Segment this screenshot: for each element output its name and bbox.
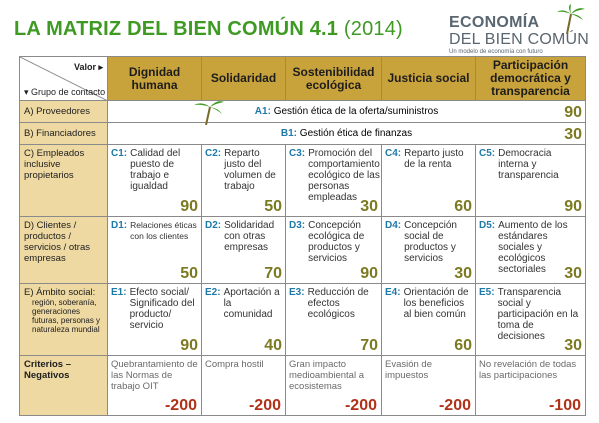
text-c2: Reparto justo del volumen de trabajo xyxy=(224,148,276,192)
corner-grupo xyxy=(24,87,105,97)
text-d2: Solidaridad con otras empresas xyxy=(224,220,275,253)
code-c5: C5: xyxy=(479,148,496,159)
text-e5: Transparencia social y participación en la toma de decisiones xyxy=(497,287,579,342)
code-d1: D1: xyxy=(111,220,128,231)
title-year: (2014) xyxy=(343,18,403,40)
points-neg3: -200 xyxy=(344,397,377,414)
col-header-2: Solidaridad xyxy=(202,57,286,101)
grupo-label: Grupo de contacto xyxy=(31,87,106,97)
palm-icon xyxy=(190,99,226,125)
cell-c4 xyxy=(382,145,476,217)
code-d3: D3: xyxy=(289,220,306,231)
triangle-down-icon: ▾ xyxy=(24,87,29,97)
cell-neg4 xyxy=(382,356,476,416)
row-label-d: D) Clientes / productos / servicios / otras empresas xyxy=(20,217,108,284)
code-c3: C3: xyxy=(289,148,306,159)
text-b1: Gestión ética de finanzas xyxy=(299,128,413,139)
code-c1: C1: xyxy=(111,148,128,159)
points-c2: 50 xyxy=(264,198,282,215)
points-e4: 60 xyxy=(454,337,472,354)
points-d5: 30 xyxy=(564,265,582,282)
points-a1: 90 xyxy=(564,104,582,121)
cell-e4 xyxy=(382,284,476,356)
text-neg2: Compra hostil xyxy=(205,359,264,370)
text-c5: Democracia interna y transparencia xyxy=(498,148,559,181)
text-d5: Aumento de los estándares sociales y ecológicos sectoriales xyxy=(498,220,568,275)
points-d3: 90 xyxy=(360,265,378,282)
code-d5: D5: xyxy=(479,220,496,231)
corner-valor xyxy=(74,61,103,74)
code-a1: A1: xyxy=(254,106,271,117)
cell-d4 xyxy=(382,217,476,284)
row-label-c: C) Empleados inclusive propietarios xyxy=(20,145,108,217)
points-c4: 60 xyxy=(454,198,472,215)
points-e3: 70 xyxy=(360,337,378,354)
text-neg1: Quebrantamiento de las Normas de trabajo OIT xyxy=(111,359,198,392)
title-text: LA MATRIZ DEL BIEN COMÚN 4.1 xyxy=(14,18,339,40)
text-e4: Orientación de los beneficios al bien común xyxy=(403,287,469,320)
col-header-4: Justicia social xyxy=(382,57,476,101)
col-header-5: Participación democrática y transparencia xyxy=(476,57,586,101)
points-c3: 30 xyxy=(360,198,378,215)
points-b1: 30 xyxy=(564,126,582,143)
row-e-title: E) Ámbito social: xyxy=(24,287,96,298)
cell-e2 xyxy=(202,284,286,356)
cell-e3 xyxy=(286,284,382,356)
code-e4: E4: xyxy=(385,287,401,298)
row-label-a: A) Proveedores xyxy=(20,101,108,123)
text-c4: Reparto justo de la renta xyxy=(404,148,464,170)
logo-tagline: Un modelo de economía con futuro xyxy=(449,49,543,55)
cell-e5 xyxy=(476,284,586,356)
text-a1: Gestión ética de la oferta/suministros xyxy=(273,106,439,117)
common-good-matrix xyxy=(19,56,586,416)
cell-neg1 xyxy=(108,356,202,416)
row-e-sublabel: región, soberanía, generaciones futuras, personas y naturaleza mundial xyxy=(32,298,101,334)
code-c2: C2: xyxy=(205,148,222,159)
cell-d1 xyxy=(108,217,202,284)
points-d1: 50 xyxy=(180,265,198,282)
text-d3: Concepción ecológica de productos y servicios xyxy=(308,220,365,264)
cell-c5 xyxy=(476,145,586,217)
corner-cell xyxy=(20,57,108,101)
code-d2: D2: xyxy=(205,220,222,231)
row-negative xyxy=(20,356,586,416)
col-header-3: Sostenibilidad ecológica xyxy=(286,57,382,101)
points-d4: 30 xyxy=(454,265,472,282)
row-e xyxy=(20,284,586,356)
page-title xyxy=(14,18,403,41)
col-header-1: Dignidad humana xyxy=(108,57,202,101)
points-neg5: -100 xyxy=(548,397,581,414)
cell-neg2 xyxy=(202,356,286,416)
code-c4: C4: xyxy=(385,148,402,159)
row-label-b: B) Financiadores xyxy=(20,123,108,145)
points-d2: 70 xyxy=(264,265,282,282)
logo-line1: ECONOMÍA xyxy=(449,14,540,31)
points-e2: 40 xyxy=(264,337,282,354)
text-neg4: Evasión de impuestos xyxy=(385,359,433,381)
logo-line2: DEL BIEN COMÚN xyxy=(449,31,590,48)
text-c1: Calidad del puesto de trabajo e igualdad xyxy=(130,148,181,192)
text-neg3: Gran impacto medioambiental a ecosistemas xyxy=(289,359,364,392)
points-e1: 90 xyxy=(180,337,198,354)
cell-d2 xyxy=(202,217,286,284)
cell-neg5 xyxy=(476,356,586,416)
triangle-right-icon: ▸ xyxy=(98,62,103,72)
valor-label: Valor xyxy=(73,62,96,72)
code-b1: B1: xyxy=(280,128,298,139)
row-label-negative: Criterios – Negativos xyxy=(20,356,108,416)
code-e3: E3: xyxy=(289,287,305,298)
text-neg5: No revelación de todas las participaciones xyxy=(479,359,577,381)
points-c1: 90 xyxy=(180,198,198,215)
cell-c2 xyxy=(202,145,286,217)
cell-neg3 xyxy=(286,356,382,416)
code-d4: D4: xyxy=(385,220,402,231)
cell-d3 xyxy=(286,217,382,284)
logo xyxy=(449,8,590,56)
text-e2: Aportación a la comunidad xyxy=(223,287,280,320)
row-a xyxy=(20,101,586,123)
cell-c1 xyxy=(108,145,202,217)
code-e1: E1: xyxy=(111,287,127,298)
header-row xyxy=(20,57,586,101)
points-c5: 90 xyxy=(564,198,582,215)
cell-e1 xyxy=(108,284,202,356)
text-e1: Efecto social/ Significado del producto/ servicio xyxy=(129,287,195,331)
palm-icon xyxy=(553,4,587,38)
row-d xyxy=(20,217,586,284)
text-d4: Concepción social de productos y servicios xyxy=(404,220,457,264)
cell-c3 xyxy=(286,145,382,217)
points-e5: 30 xyxy=(564,337,582,354)
code-e5: E5: xyxy=(479,287,495,298)
points-neg1: -200 xyxy=(164,397,197,414)
points-neg2: -200 xyxy=(248,397,281,414)
cell-d5 xyxy=(476,217,586,284)
text-e3: Reducción de efectos ecológicos xyxy=(307,287,369,320)
points-neg4: -200 xyxy=(438,397,471,414)
cell-b1 xyxy=(108,123,586,145)
cell-a1 xyxy=(108,101,586,123)
row-c xyxy=(20,145,586,217)
code-e2: E2: xyxy=(205,287,221,298)
text-c3: Promoción del comportamiento ecológico de las personas empleadas xyxy=(308,148,380,203)
row-b xyxy=(20,123,586,145)
text-d1: Relaciones éticas con los clientes xyxy=(130,220,197,241)
row-label-e xyxy=(20,284,108,356)
